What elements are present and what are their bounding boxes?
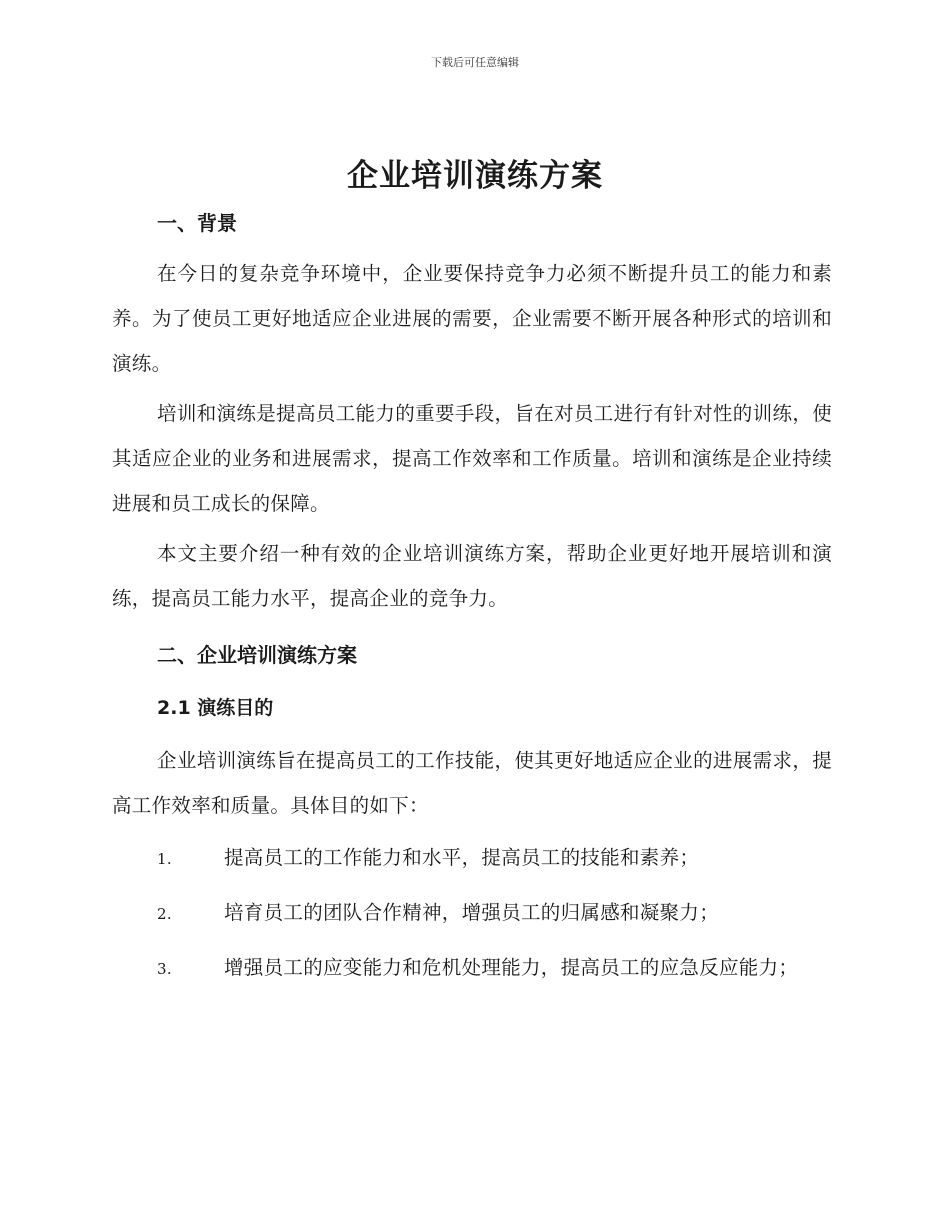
list-number: 1. — [157, 850, 172, 868]
header-note: 下载后可任意编辑 — [431, 56, 519, 69]
section-heading-plan: 二、企业培训演练方案 — [157, 643, 357, 667]
paragraph: 本文主要介绍一种有效的企业培训演练方案，帮助企业更好地开展培训和演练，提高员工能力水平，提高企业的竞争力。 — [112, 542, 832, 610]
list-text: 培育员工的团队合作精神，增强员工的归属感和凝聚力； — [224, 901, 720, 924]
paragraph: 培训和演练是提高员工能力的重要手段，旨在对员工进行有针对性的训练，使其适应企业的业务和进展需求，提高工作效率和工作质量。培训和演练是企业持续进展和员工成长的保障。 — [112, 402, 832, 515]
subsection-heading-purpose: 2.1 演练目的 — [157, 697, 274, 719]
list-number: 3. — [157, 960, 172, 978]
list-item — [112, 835, 832, 882]
list-item — [112, 890, 832, 937]
paragraph: 在今日的复杂竞争环境中，企业要保持竞争力必须不断提升员工的能力和素养。为了使员工更好地适应企业进展的需要，企业需要不断开展各种形式的培训和演练。 — [112, 262, 832, 375]
document-title: 企业培训演练方案 — [347, 158, 603, 194]
paragraph: 企业培训演练旨在提高员工的工作技能，使其更好地适应企业的进展需求，提高工作效率和质量。具体目的如下： — [112, 749, 832, 817]
list-text: 增强员工的应变能力和危机处理能力，提高员工的应急反应能力； — [224, 956, 799, 979]
list-item — [112, 945, 832, 992]
list-number: 2. — [157, 905, 172, 923]
list-text: 提高员工的工作能力和水平，提高员工的技能和素养； — [224, 846, 700, 869]
section-heading-background: 一、背景 — [157, 211, 237, 235]
